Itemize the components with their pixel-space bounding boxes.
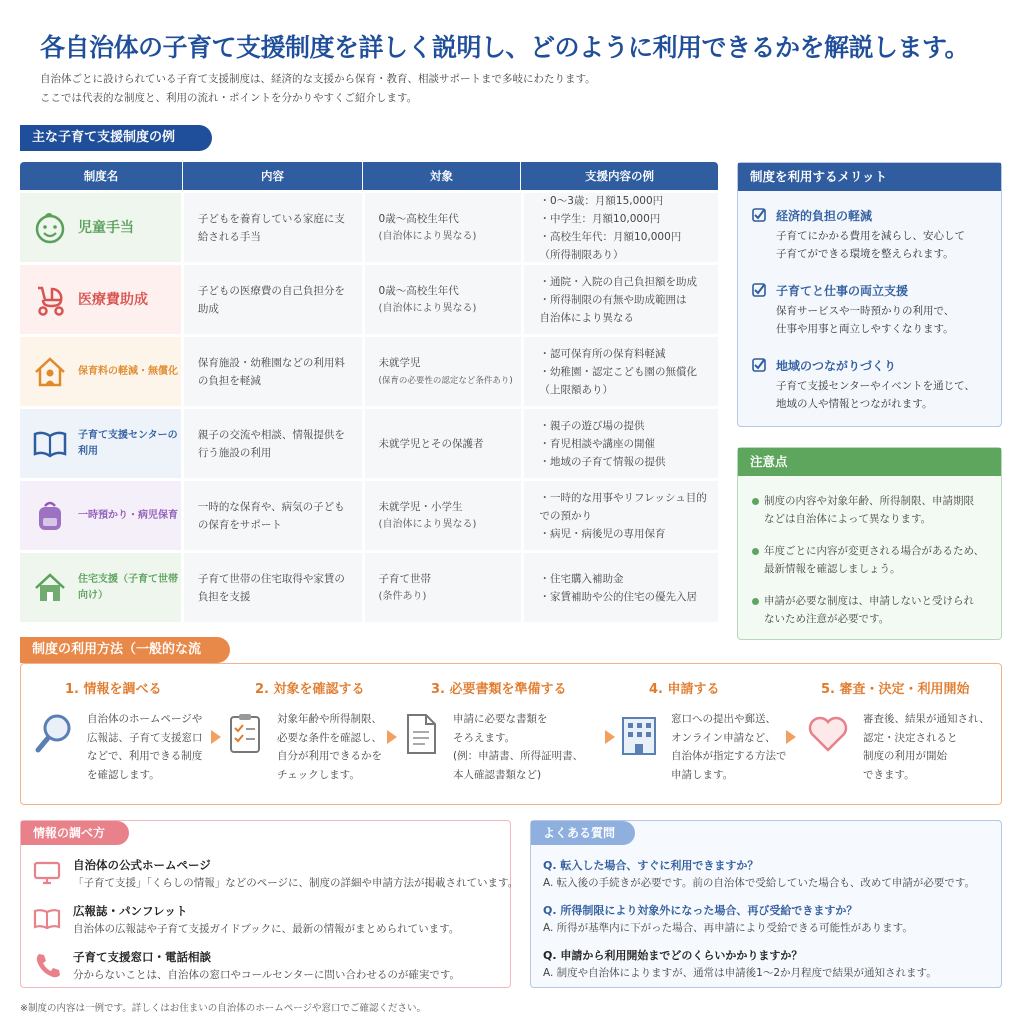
table-row (20, 265, 718, 334)
text-line: 未就学児・小学生 (378, 500, 463, 513)
text-line: 窓口への提出や郵送、 (671, 713, 776, 725)
check-icon (752, 208, 766, 222)
merit-item (752, 357, 975, 413)
text-line: 申請が必要な制度は、申請しないと受けられ (764, 595, 974, 607)
text-line: などで、利用できる制度 (87, 750, 203, 762)
text-line: 助成 (197, 302, 219, 315)
faq-answer: A. 制度や自治体によりますが、通常は申請後1〜2か月程度で結果が通知されます。 (543, 967, 937, 979)
info-text: 分からないことは、自治体の窓口やコールセンターに問い合わせるのが確実です。 (73, 969, 461, 981)
text-line: 保育サービスや一時預かりの利用で、 (776, 305, 955, 317)
content-cell (184, 337, 362, 406)
text-line: 自治体が指定する方法で (671, 750, 787, 762)
faq-question: Q. 転入した場合、すぐに利用できますか？ (543, 859, 759, 872)
text-line: （所得制限あり） (539, 248, 624, 261)
examples-cell (524, 265, 718, 334)
intro-line-1: 自治体ごとに設けられている子育て支援制度は、経済的な支援から保育・教育、相談サポートまで多岐にわたります。 (40, 73, 596, 85)
heart-icon (806, 712, 846, 756)
text-line: の保育をサポート (197, 518, 282, 531)
text-line: ・所得制限の有無や助成範囲は (539, 293, 687, 306)
text-line: 制度の利用が開始 (863, 750, 947, 762)
house-child-icon (30, 352, 70, 392)
text-line: 子どもを養育している家庭に支 (197, 212, 345, 225)
content-cell (184, 193, 362, 262)
backpack-icon (30, 496, 70, 536)
text-line: での預かり (539, 509, 593, 522)
merit-title: 子育てと仕事の両立支援 (776, 284, 909, 298)
notes-heading: 注意点 (738, 448, 1001, 476)
text-line: ・住宅購入補助金 (539, 572, 624, 585)
text-line: ・中学生：月額10,000円 (539, 212, 661, 225)
system-name: 保育料の軽減・無償化 (78, 365, 178, 377)
stroller-icon (30, 280, 70, 320)
step-text (863, 710, 990, 784)
text-line: 申請に必要な書類を (453, 713, 548, 725)
system-name-cell (20, 409, 181, 478)
examples-cell (524, 553, 718, 622)
info-heading: 情報の調べ方 (21, 821, 129, 845)
step-title: 3. 必要書類を準備する (431, 682, 567, 697)
table-row (20, 193, 718, 262)
text-line: 審査後、結果が通知され、 (863, 713, 990, 725)
info-title: 広報誌・パンフレット (73, 904, 188, 918)
examples-cell (524, 193, 718, 262)
text-line: ・親子の遊び場の提供 (539, 419, 645, 432)
text-line: ないため注意が必要です。 (764, 613, 890, 625)
text-line: 子どもの医療費の自己負担分を (197, 284, 345, 297)
system-name-cell (20, 481, 181, 550)
target-cell (365, 409, 521, 478)
check-icon (752, 283, 766, 297)
info-text: 自治体の広報誌や子育て支援ガイドブックに、最新の情報がまとめられています。 (73, 923, 460, 935)
text-line: (条件あり) (378, 590, 427, 602)
faq-answer: A. 所得が基準内に下がった場合、再申請により受給できる可能性があります。 (543, 922, 913, 934)
text-line: 子育て世帯の住宅取得や家賃の (197, 572, 345, 585)
checklist-icon (225, 712, 265, 756)
content-cell (184, 409, 362, 478)
book-icon (33, 905, 61, 933)
text-line: 負担を支援 (197, 590, 251, 603)
text-line: 未就学児 (378, 356, 421, 369)
house-icon (30, 568, 70, 608)
system-name-cell (20, 553, 181, 622)
table-row (20, 553, 718, 622)
step-text (453, 710, 583, 784)
flow-heading: 制度の利用方法（一般的な流れ） (20, 637, 230, 663)
info-box (20, 820, 519, 988)
footnote: ※制度の内容は一例です。詳しくはお住まいの自治体のホームページや窓口でご確認ください。 (20, 1003, 427, 1014)
table-row (20, 409, 718, 478)
step-text (277, 710, 382, 784)
text-line: (自治体により異なる) (378, 518, 477, 530)
document-icon (401, 712, 441, 756)
arrow-icon (786, 730, 796, 744)
text-line: (自治体により異なる) (378, 302, 477, 314)
text-line: 子育てができる環境を整えられます。 (776, 248, 954, 260)
info-title: 自治体の公式ホームページ (73, 858, 211, 872)
text-line: 給される手当 (197, 230, 261, 243)
merit-title: 経済的負担の軽減 (776, 209, 873, 223)
system-name-cell (20, 193, 181, 262)
text-line: などは自治体によって異なります。 (764, 513, 932, 525)
table-row (20, 337, 718, 406)
examples-cell (524, 481, 718, 550)
content-cell (184, 481, 362, 550)
note-item (752, 542, 1002, 578)
system-name: 住宅支援（子育て世帯向け） (78, 573, 178, 601)
text-line: ・認可保育所の保育料軽減 (539, 347, 666, 360)
text-line: ・幼稚園・認定こども園の無償化 (539, 365, 698, 378)
header-content: 内容 (183, 162, 363, 190)
examples-cell (524, 409, 718, 478)
faq-question: Q. 所得制限により対象外になった場合、再び受給できますか？ (543, 904, 858, 917)
check-icon (752, 358, 766, 372)
text-line: 自分が利用できるかを (277, 750, 382, 762)
text-line: 行う施設の利用 (197, 446, 272, 459)
text-line: ・一時的な用事やリフレッシュ目的 (539, 491, 707, 504)
text-line: ・高校生年代：月額10,000円 (539, 230, 682, 243)
text-line: ・病児・病後児の専用保育 (539, 527, 666, 540)
target-cell (365, 481, 521, 550)
text-line: できます。 (863, 768, 915, 781)
merits-panel (737, 162, 1002, 427)
flow-panel (20, 663, 1002, 805)
faq-box (530, 820, 1002, 988)
text-line: 申請します。 (671, 768, 734, 781)
text-line: (例：申請書、所得証明書、 (453, 750, 584, 762)
step-title: 4. 申請する (649, 682, 720, 697)
merits-heading: 制度を利用するメリット (738, 163, 1001, 191)
system-name: 子育て支援センターの利用 (78, 429, 178, 457)
notes-panel (737, 447, 1002, 640)
target-cell (365, 193, 521, 262)
content-cell (184, 553, 362, 622)
step-title: 1. 情報を調べる (65, 682, 162, 697)
step-title: 5. 審査・決定・利用開始 (821, 682, 970, 697)
intro-text (40, 70, 596, 108)
system-name: 児童手当 (78, 219, 134, 236)
arrow-icon (605, 730, 615, 744)
text-line: 子育て世帯 (378, 572, 432, 585)
text-line: 広報誌、子育て支援窓口 (87, 731, 203, 744)
system-name: 一時預かり・病児保育 (78, 509, 178, 521)
text-line: 本人確認書類など) (453, 768, 542, 781)
text-line: 保育施設・幼稚園などの利用料 (197, 356, 345, 369)
step-text (87, 710, 203, 784)
note-item (752, 592, 1002, 628)
text-line: 仕事や用事と両立しやすくなります。 (776, 323, 954, 335)
baby-face-icon (30, 208, 70, 248)
info-text: 「子育て支援」「くらしの情報」などのページに、制度の詳細や申請方法が掲載されています。 (73, 877, 519, 889)
content-cell (184, 265, 362, 334)
info-title: 子育て支援窓口・電話相談 (73, 950, 211, 964)
text-line: 制度の内容や対象年齢、所得制限、申請期限 (764, 495, 974, 507)
text-line: ・0〜3歳：月額15,000円 (539, 194, 664, 207)
text-line: の負担を軽減 (197, 374, 261, 387)
text-line: 子育てにかかる費用を減らし、安心して (776, 230, 965, 242)
text-line: (保育の必要性の認定など条件あり) (378, 375, 513, 386)
header-target: 対象 (363, 162, 521, 190)
examples-cell (524, 337, 718, 406)
target-cell (365, 337, 521, 406)
text-line: ・家賃補助や公的住宅の優先入居 (539, 590, 698, 603)
faq-question: Q. 申請から利用開始までどのくらいかかりますか？ (543, 949, 803, 962)
table-header (20, 162, 718, 190)
arrow-icon (211, 730, 221, 744)
text-line: 地域の人や情報とつながれます。 (776, 398, 933, 410)
text-line: 認定・決定されると (863, 731, 958, 744)
table-section-heading: 主な子育て支援制度の例 (20, 125, 212, 151)
text-line: (自治体により異なる) (378, 230, 477, 242)
step-text (671, 710, 787, 784)
building-icon (619, 712, 659, 756)
text-line: そろえます。 (453, 731, 516, 744)
text-line: を確認します。 (87, 768, 160, 781)
phone-icon (33, 951, 61, 979)
target-cell (365, 553, 521, 622)
text-line: 一時的な保育や、病気の子ども (197, 500, 345, 513)
text-line: ・通院・入院の自己負担額を助成 (539, 275, 698, 288)
merit-title: 地域のつながりづくり (776, 359, 897, 373)
intro-line-2: ここでは代表的な制度と、利用の流れ・ポイントを分かりやすくご紹介します。 (40, 92, 418, 104)
text-line: 0歳〜高校生年代 (378, 212, 459, 225)
header-name: 制度名 (20, 162, 183, 190)
page-title: 各自治体の子育て支援制度を詳しく説明し、どのように利用できるかを解説します。 (40, 33, 970, 62)
open-book-icon (30, 424, 70, 464)
text-line: 必要な条件を確認し、 (277, 731, 382, 744)
text-line: オンライン申請など、 (671, 731, 776, 744)
target-cell (365, 265, 521, 334)
system-name-cell (20, 265, 181, 334)
text-line: 子育て支援センターやイベントを通じて、 (776, 380, 975, 392)
text-line: （上限額あり） (539, 383, 614, 396)
text-line: 自治体により異なる (539, 311, 635, 324)
text-line: 自治体のホームページや (87, 713, 203, 725)
table-row (20, 481, 718, 550)
text-line: 最新情報を確認しましょう。 (764, 563, 901, 575)
merit-item (752, 282, 954, 338)
text-line: 年度ごとに内容が変更される場合があるため、 (764, 545, 985, 557)
system-name: 医療費助成 (78, 291, 148, 308)
header-examples: 支援内容の例 (585, 169, 654, 183)
text-line: 対象年齢や所得制限、 (277, 713, 382, 725)
faq-answer: A. 転入後の手続きが必要です。前の自治体で受給していた場合も、改めて申請が必要です。 (543, 877, 975, 889)
system-name-cell (20, 337, 181, 406)
text-line: 0歳〜高校生年代 (378, 284, 459, 297)
merit-item (752, 207, 965, 263)
note-item (752, 492, 1002, 528)
text-line: 未就学児とその保護者 (378, 437, 484, 450)
text-line: 親子の交流や相談、情報提供を (197, 428, 345, 441)
arrow-icon (387, 730, 397, 744)
text-line: ・育児相談や講座の開催 (539, 437, 656, 450)
text-line: チェックします。 (277, 768, 360, 781)
magnifier-icon (35, 712, 75, 756)
computer-icon (33, 859, 61, 887)
support-table (20, 162, 718, 622)
faq-heading: よくある質問 (531, 821, 635, 845)
step-title: 2. 対象を確認する (255, 682, 365, 697)
text-line: ・地域の子育て情報の提供 (539, 455, 666, 468)
